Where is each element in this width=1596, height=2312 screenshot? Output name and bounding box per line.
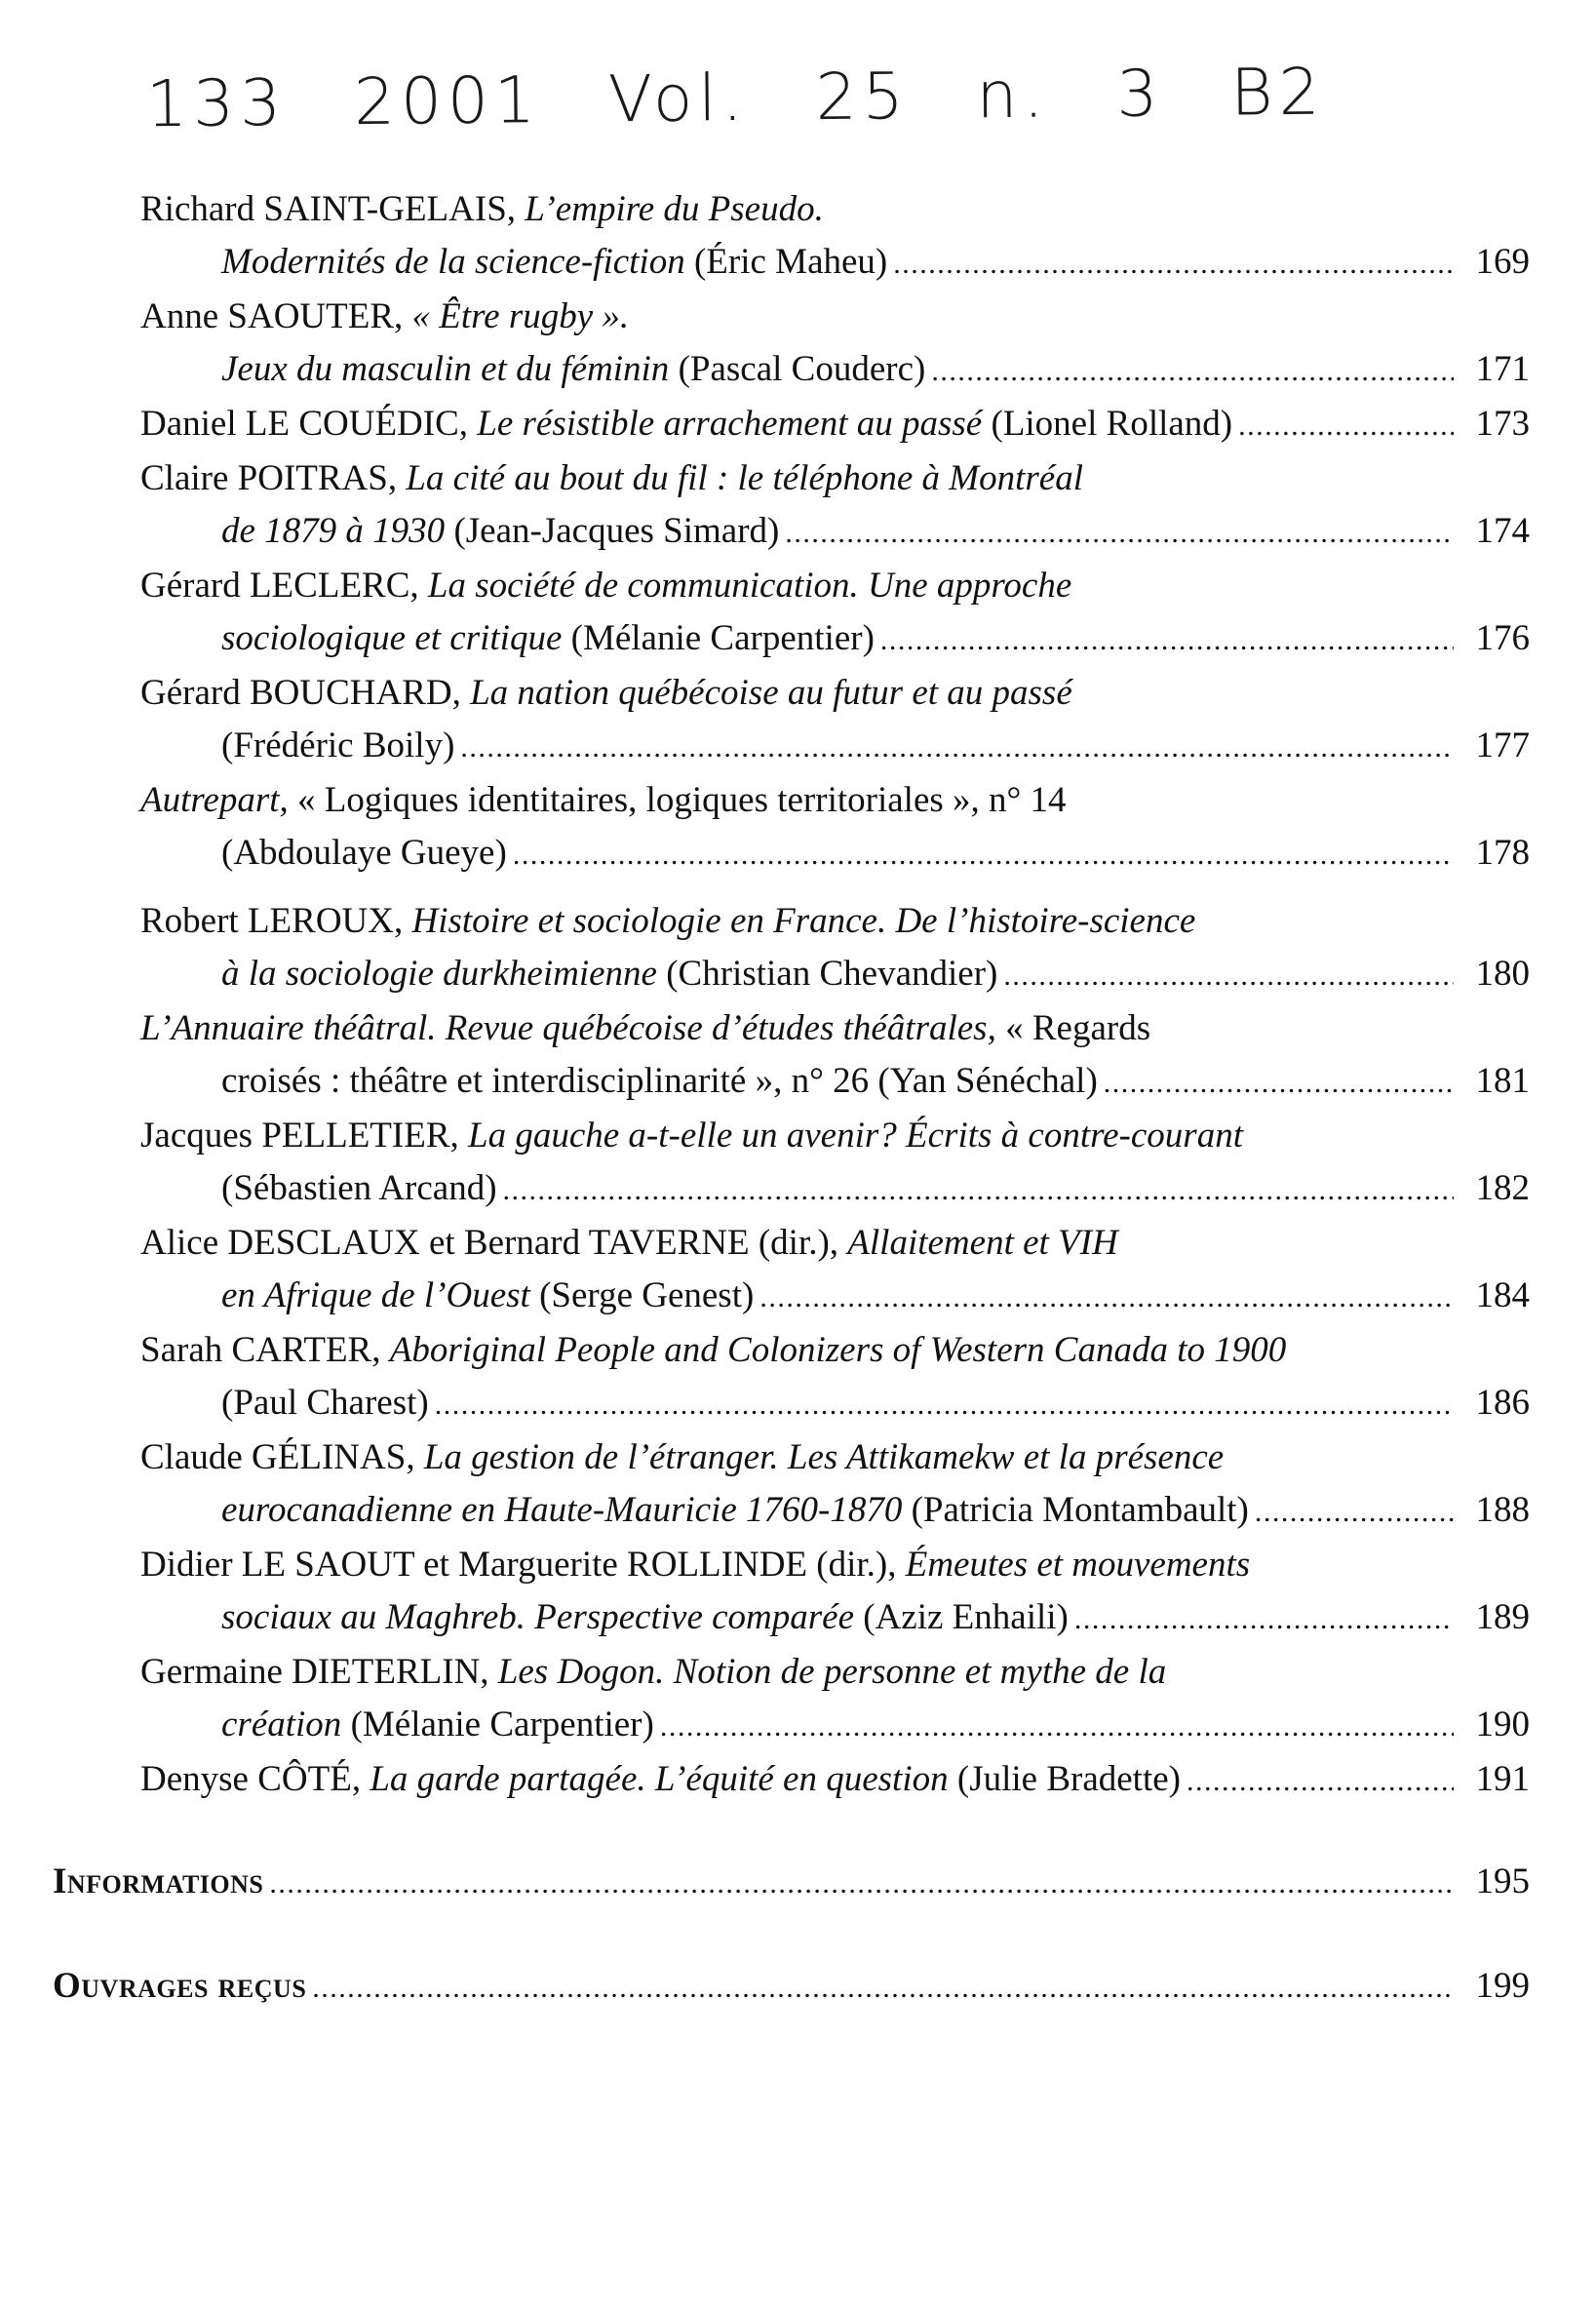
entry-title: sociologique et critique [221,618,563,658]
entry-title: « Logiques identitaires, logiques territoriales », n° 14 [288,780,1067,820]
dot-leader [1104,1057,1454,1110]
entry-author: Alice DESCLAUX et Bernard TAVERNE (dir.), [140,1223,848,1263]
dot-leader [931,345,1454,398]
dot-leader [880,614,1454,667]
section-page: 199 [1475,1966,1530,2006]
entry-reviewer: (Éric Maheu) [684,242,888,282]
toc-entry [140,1646,1530,1753]
dot-leader [1255,1486,1454,1539]
entry-title: La société de communication. Une approche [427,566,1072,606]
entry-reviewer: (Sébastien Arcand) [221,1168,497,1208]
entry-page: 173 [1475,404,1530,444]
toc-entry [140,183,1530,291]
entry-title: de 1879 à 1930 [221,511,446,551]
section-ouvrages-recus [53,1960,1530,2015]
entry-title: « Être rugby ». [411,296,630,336]
entry-author: Richard SAINT-GELAIS, [140,189,526,229]
entry-title: L’empire du Pseudo. [525,189,824,229]
toc-entry [140,560,1530,667]
entry-title: La gestion de l’étranger. Les Attikamekw et la présence [423,1437,1225,1477]
entry-reviewer: (Mélanie Carpentier) [562,618,875,658]
entry-author: Robert LEROUX, [140,901,412,941]
entry-reviewer: (Aziz Enhaili) [854,1597,1069,1637]
entry-reviewer: (Pascal Couderc) [669,349,926,389]
entry-title: La cité au bout du fil : le téléphone à Montréal [406,458,1084,498]
entry-reviewer: (Julie Bradette) [948,1759,1181,1799]
dot-leader [785,507,1454,560]
toc-entry [140,452,1530,560]
entry-title: Aboriginal People and Colonizers of Western Canada to 1900 [389,1330,1287,1370]
dot-leader [759,1272,1454,1324]
entry-title-and-reviewer: croisés : théâtre et interdisciplinarité », n° 26 (Yan Sénéchal) [221,1061,1098,1101]
entry-title: Les Dogon. Notion de personne et mythe de la [497,1652,1167,1692]
entry-journal: Autrepart, [140,780,289,820]
entry-page: 189 [1475,1597,1530,1637]
entry-page: 174 [1475,511,1530,551]
toc-entry [140,1431,1530,1539]
dot-leader [312,1962,1454,2015]
entry-title: « Regards [995,1008,1151,1048]
entry-title: La garde partagée. L’équité en question [370,1759,949,1799]
entry-reviewer: (Patricia Montambault) [902,1490,1249,1530]
entry-title: eurocanadienne en Haute-Mauricie 1760-1870 [221,1490,903,1530]
dot-leader [660,1701,1454,1753]
entry-page: 171 [1475,349,1530,389]
entry-reviewer: (Serge Genest) [529,1275,755,1315]
entry-title: La gauche a-t-elle un avenir? Écrits à contre-courant [468,1116,1243,1156]
entry-reviewer: (Frédéric Boily) [221,725,455,765]
entry-page: 191 [1475,1759,1530,1799]
entry-author: Claire POITRAS, [140,458,407,498]
toc-entry [140,774,1530,882]
entry-title: à la sociologie durkheimienne [221,954,657,994]
entry-page: 169 [1475,242,1530,282]
entry-title: Émeutes et mouvements [905,1545,1251,1585]
toc-entry [140,895,1530,1002]
toc-entry [140,1002,1530,1110]
toc-entry [140,667,1530,774]
entry-title: sociaux au Maghreb. Perspective comparée [221,1597,854,1637]
entry-page: 188 [1475,1490,1530,1530]
dot-leader [435,1379,1454,1431]
entry-page: 181 [1475,1061,1530,1101]
entry-page: 186 [1475,1383,1530,1423]
entry-author: Gérard BOUCHARD, [140,673,471,713]
dot-leader [503,1164,1454,1217]
entry-page: 176 [1475,618,1530,658]
toc-entry [140,291,1530,398]
entry-author: Germaine DIETERLIN, [140,1652,498,1692]
entry-reviewer: (Christian Chevandier) [656,954,998,994]
dot-leader [460,722,1454,774]
entry-page: 180 [1475,954,1530,994]
entry-title: La nation québécoise au futur et au passé [470,673,1072,713]
entry-author: Sarah CARTER, [140,1330,390,1370]
entry-author: Jacques PELLETIER, [140,1116,468,1156]
entry-reviewer: (Paul Charest) [221,1383,429,1423]
dot-leader [1238,400,1454,452]
section-informations [53,1856,1530,1910]
entry-page: 184 [1475,1275,1530,1315]
entry-page: 177 [1475,725,1530,765]
entry-page: 178 [1475,833,1530,873]
section-label: Informations [53,1861,264,1901]
entry-title: en Afrique de l’Ouest [221,1275,530,1315]
dot-leader [513,829,1454,882]
dot-leader [1187,1755,1454,1808]
toc-entry [140,1753,1530,1808]
entry-reviewer: (Abdoulaye Gueye) [221,833,507,873]
entry-author: Anne SAOUTER, [140,296,412,336]
table-of-contents [140,183,1530,1808]
entry-author: Denyse CÔTÉ, [140,1759,370,1799]
toc-entry [140,1110,1530,1217]
entry-title: Allaitement et VIH [847,1223,1118,1263]
entry-page: 190 [1475,1705,1530,1744]
dot-leader [269,1858,1454,1910]
toc-entry [140,1324,1530,1431]
section-label: Ouvrages reçus [53,1966,307,2006]
entry-title: Jeux du masculin et du féminin [221,349,670,389]
entry-title: Le résistible arrachement au passé [477,404,983,444]
entry-title: Histoire et sociologie en France. De l’histoire-science [411,901,1196,941]
entry-title: Modernités de la science-fiction [221,242,685,282]
toc-entry [140,1539,1530,1646]
handwritten-annotation: 133 2001 Vol. 25 n. 3 B2 [145,54,1326,142]
dot-leader [1003,950,1454,1002]
entry-author: Daniel LE COUÉDIC, [140,404,478,444]
entry-reviewer: (Mélanie Carpentier) [341,1705,654,1744]
dot-leader [893,238,1454,291]
section-page: 195 [1475,1861,1530,1901]
entry-page: 182 [1475,1168,1530,1208]
toc-entry [140,398,1530,452]
toc-entry [140,1217,1530,1324]
entry-title: création [221,1705,342,1744]
entry-author: Didier LE SAOUT et Marguerite ROLLINDE (dir.), [140,1545,906,1585]
entry-reviewer: (Jean-Jacques Simard) [445,511,780,551]
entry-journal: L’Annuaire théâtral. Revue québécoise d’études théâtrales, [140,1008,996,1048]
dot-leader [1074,1593,1454,1646]
entry-author: Claude GÉLINAS, [140,1437,424,1477]
entry-author: Gérard LECLERC, [140,566,428,606]
entry-reviewer: (Lionel Rolland) [982,404,1233,444]
